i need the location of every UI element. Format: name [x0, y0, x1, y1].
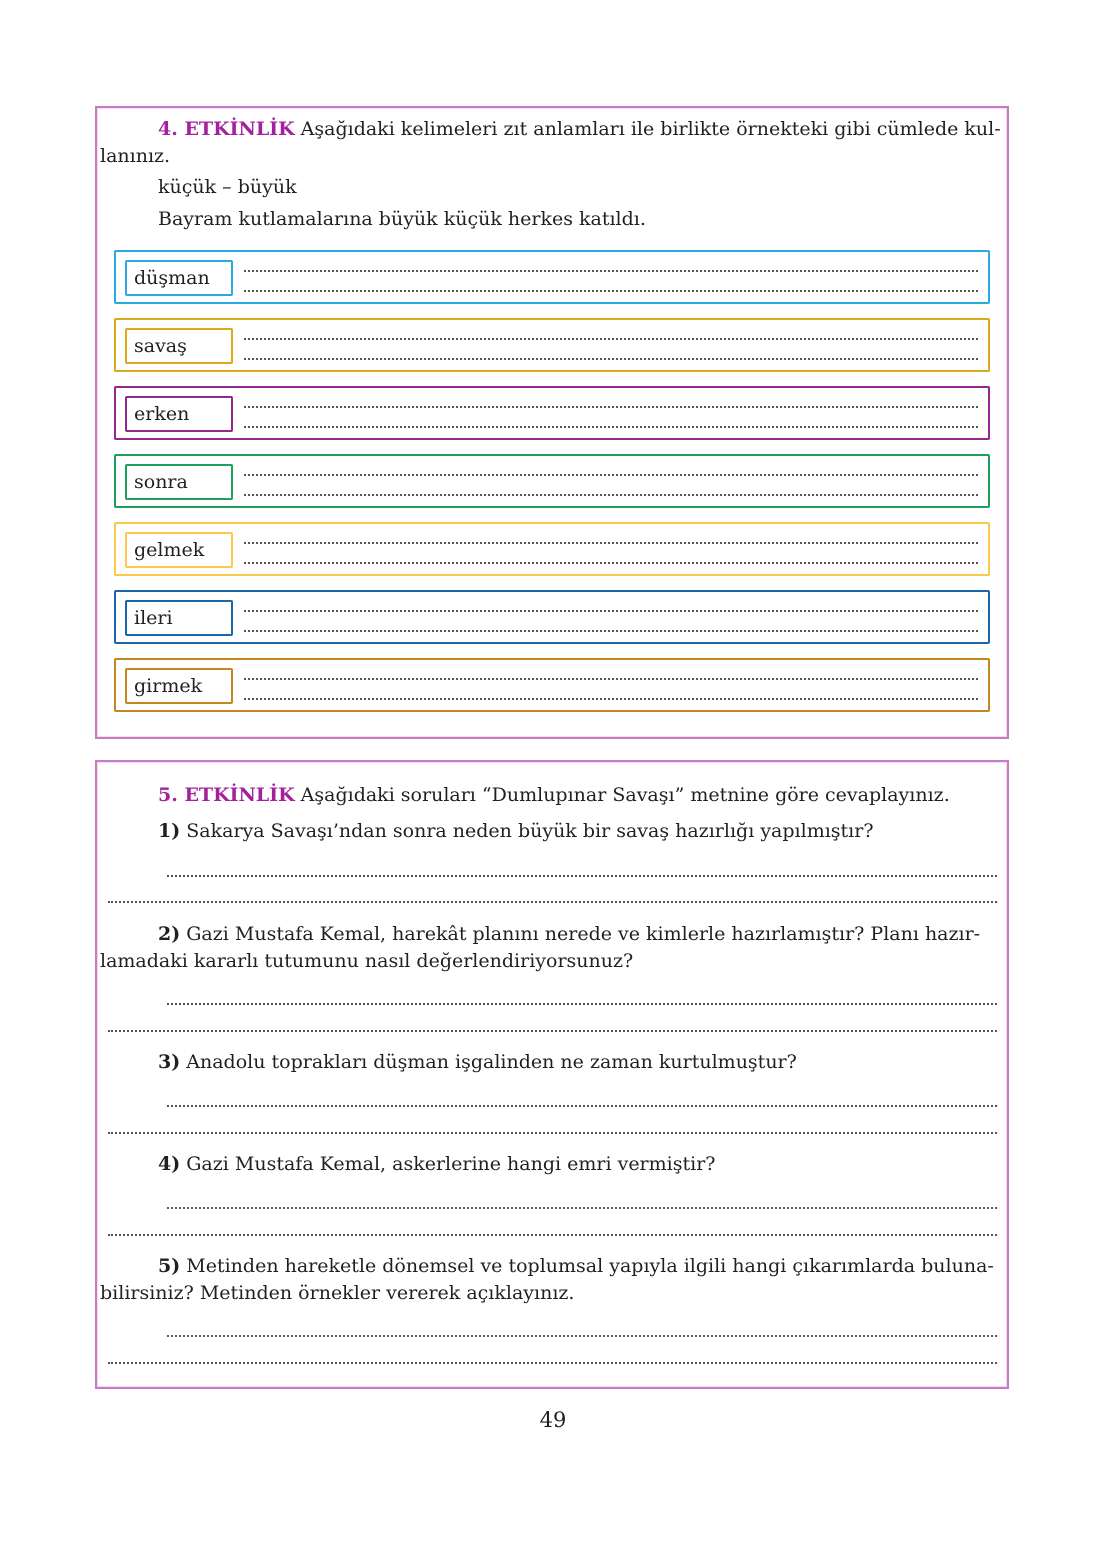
activity-5-label: 5. ETKİNLİK	[158, 784, 295, 806]
answer-line[interactable]	[244, 610, 978, 612]
example-word-pair: küçük – büyük	[158, 176, 297, 198]
question-5-cont: bilirsiniz? Metinden örnekler vererek açıklayınız.	[100, 1282, 575, 1304]
answer-line[interactable]	[244, 270, 978, 272]
word-box: savaş	[125, 328, 233, 364]
page-number: 49	[539, 1408, 567, 1432]
question-5: 5) Metinden hareketle dönemsel ve toplumsal yapıyla ilgili hangi çıkarımlarda buluna-	[158, 1255, 994, 1277]
answer-line[interactable]	[244, 562, 978, 564]
answer-line[interactable]	[108, 1362, 997, 1364]
question-4: 4) Gazi Mustafa Kemal, askerlerine hangi emri vermiştir?	[158, 1153, 716, 1175]
activity-5-panel	[95, 760, 1009, 1389]
answer-line[interactable]	[108, 901, 997, 903]
answer-line[interactable]	[167, 875, 997, 877]
activity-5-instruction: 5. ETKİNLİK Aşağıdaki soruları “Dumlupınar Savaşı” metnine göre cevaplayınız.	[158, 784, 950, 806]
word-row	[114, 590, 990, 644]
answer-line[interactable]	[244, 678, 978, 680]
question-1: 1) Sakarya Savaşı’ndan sonra neden büyük bir savaş hazırlığı yapılmıştır?	[158, 820, 874, 842]
question-3: 3) Anadolu toprakları düşman işgalinden ne zaman kurtulmuştur?	[158, 1051, 797, 1073]
answer-line[interactable]	[244, 358, 978, 360]
word-box: girmek	[125, 668, 233, 704]
answer-line[interactable]	[244, 474, 978, 476]
answer-line[interactable]	[244, 290, 978, 292]
activity-4-instruction: 4. ETKİNLİK Aşağıdaki kelimeleri zıt anlamları ile birlikte örnekteki gibi cümlede kul-	[158, 118, 1001, 140]
word-row	[114, 658, 990, 712]
activity-4-label: 4. ETKİNLİK	[158, 118, 295, 140]
activity-4-instruction-cont: lanınız.	[100, 145, 171, 167]
answer-line[interactable]	[244, 406, 978, 408]
answer-line[interactable]	[108, 1234, 997, 1236]
activity-4-panel	[95, 106, 1009, 739]
word-row	[114, 318, 990, 372]
example-sentence: Bayram kutlamalarına büyük küçük herkes katıldı.	[158, 208, 646, 230]
word-box: ileri	[125, 600, 233, 636]
answer-line[interactable]	[167, 1335, 997, 1337]
answer-line[interactable]	[108, 1132, 997, 1134]
word-box: sonra	[125, 464, 233, 500]
word-row	[114, 250, 990, 304]
question-2: 2) Gazi Mustafa Kemal, harekât planını nerede ve kimlerle hazırlamıştır? Planı hazır-	[158, 923, 981, 945]
word-row	[114, 386, 990, 440]
answer-line[interactable]	[244, 426, 978, 428]
word-box: düşman	[125, 260, 233, 296]
word-row	[114, 454, 990, 508]
answer-line[interactable]	[167, 1105, 997, 1107]
answer-line[interactable]	[108, 1030, 997, 1032]
question-2-cont: lamadaki kararlı tutumunu nasıl değerlendiriyorsunuz?	[100, 950, 634, 972]
answer-line[interactable]	[167, 1207, 997, 1209]
word-row	[114, 522, 990, 576]
answer-line[interactable]	[244, 338, 978, 340]
answer-line[interactable]	[244, 542, 978, 544]
answer-line[interactable]	[244, 494, 978, 496]
word-box: erken	[125, 396, 233, 432]
answer-line[interactable]	[167, 1003, 997, 1005]
answer-line[interactable]	[244, 698, 978, 700]
word-box: gelmek	[125, 532, 233, 568]
answer-line[interactable]	[244, 630, 978, 632]
